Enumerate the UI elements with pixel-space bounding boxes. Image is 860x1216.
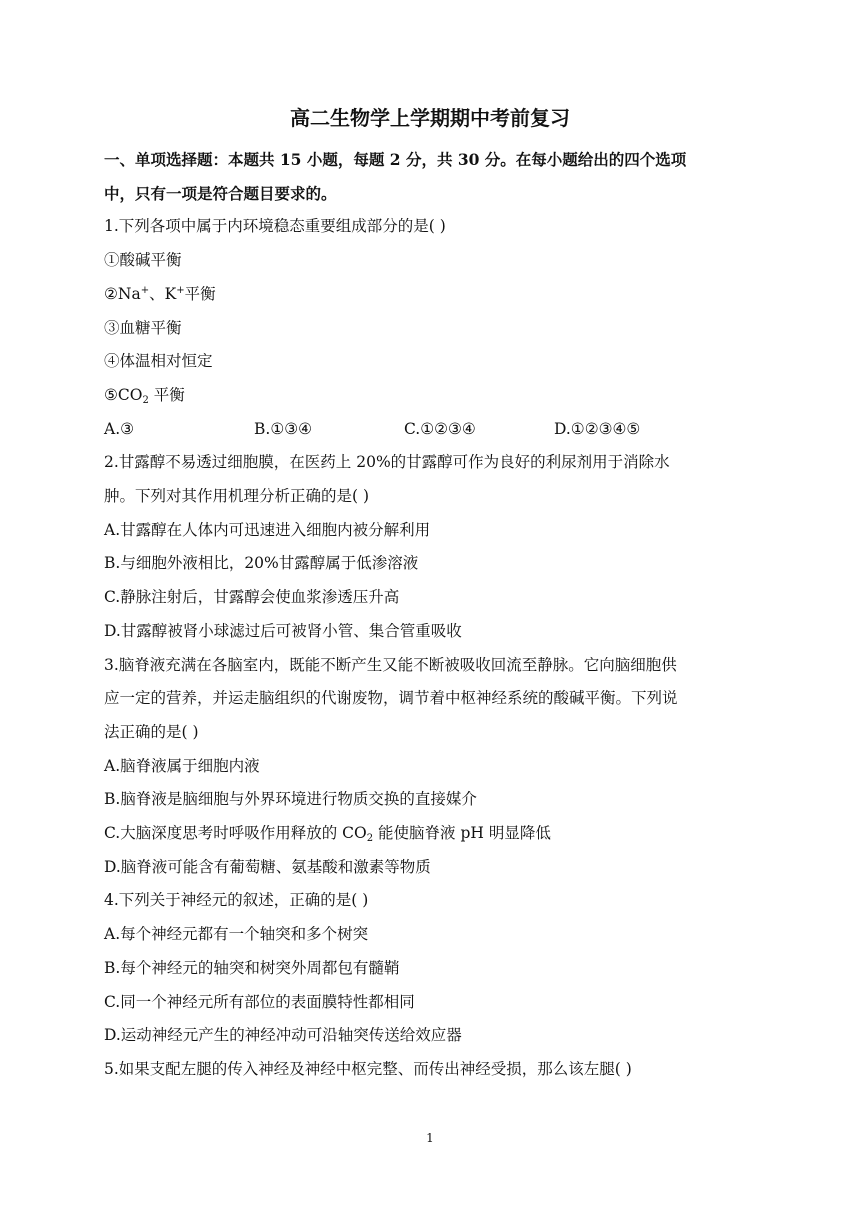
q3-option-c: C.大脑深度思考时呼吸作用释放的 $CO_2$ 能使脑脊液 pH 明显降低 [104, 824, 551, 845]
q1-item-3: ③血糖平衡 [104, 318, 182, 337]
section-heading-line-2: 中，只有一项是符合题目要求的。 [104, 183, 337, 203]
page-number: 1 [426, 1131, 434, 1145]
document-body [104, 143, 764, 1087]
q1-option-c: C.①②③④ [404, 419, 476, 438]
document-title: 高二生物学上学期期中考前复习 [290, 106, 570, 130]
q1-options [104, 413, 764, 447]
q1-item-4: ④体温相对恒定 [104, 352, 213, 371]
q4-option-a: A.每个神经元都有一个轴突和多个树突 [104, 925, 369, 944]
q3-stem-line-1: 3.脑脊液充满在各脑室内，既能不断产生又能不断被吸收回流至静脉。它向脑细胞供 [104, 655, 677, 674]
q3-stem-line-3: 法正确的是( ) [104, 722, 199, 741]
q1-item-1: ①酸碱平衡 [104, 251, 182, 270]
q3-option-a: A.脑脊液属于细胞内液 [104, 756, 260, 775]
q1-item-5: $⑤CO_2$ 平衡 [104, 385, 185, 406]
q2-stem-line-2: 肿。下列对其作用机理分析正确的是( ) [104, 487, 370, 506]
q2-option-b: B.与细胞外液相比，20%甘露醇属于低渗溶液 [104, 554, 419, 573]
q2-stem-line-1: 2.甘露醇不易透过细胞膜，在医药上 20%的甘露醇可作为良好的利尿剂用于消除水 [104, 453, 670, 472]
q4-stem: 4.下列关于神经元的叙述，正确的是( ) [104, 891, 369, 910]
q1-stem: 1.下列各项中属于内环境稳态重要组成部分的是( ) [104, 217, 446, 236]
q2-option-c: C.静脉注射后，甘露醇会使血浆渗透压升高 [104, 588, 400, 607]
q3-option-d: D.脑脊液可能含有葡萄糖、氨基酸和激素等物质 [104, 857, 431, 876]
q1-option-b: B.①③④ [254, 419, 313, 438]
q3-stem-line-2: 应一定的营养，并运走脑组织的代谢废物，调节着中枢神经系统的酸碱平衡。下列说 [104, 689, 678, 708]
q2-option-d: D.甘露醇被肾小球滤过后可被肾小管、集合管重吸收 [104, 621, 462, 640]
q4-option-d: D.运动神经元产生的神经冲动可沿轴突传送给效应器 [104, 1026, 462, 1045]
q1-option-d: D.①②③④⑤ [554, 419, 641, 438]
q4-option-b: B.每个神经元的轴突和树突外周都包有髓鞘 [104, 958, 400, 977]
q2-option-a: A.甘露醇在人体内可迅速进入细胞内被分解利用 [104, 520, 431, 539]
q1-option-a: A.③ [104, 419, 135, 438]
q5-stem: 5.如果支配左腿的传入神经及神经中枢完整、而传出神经受损，那么该左腿( ) [104, 1059, 632, 1078]
q4-option-c: C.同一个神经元所有部位的表面膜特性都相同 [104, 992, 415, 1011]
section-heading-line-1: 一、单项选择题：本题共 15 小题，每题 2 分，共 30 分。在每小题给出的四个选项 [104, 150, 687, 169]
q1-item-2: ②Na+、K+平衡 [104, 284, 216, 303]
q3-option-b: B.脑脊液是脑细胞与外界环境进行物质交换的直接媒介 [104, 790, 477, 809]
